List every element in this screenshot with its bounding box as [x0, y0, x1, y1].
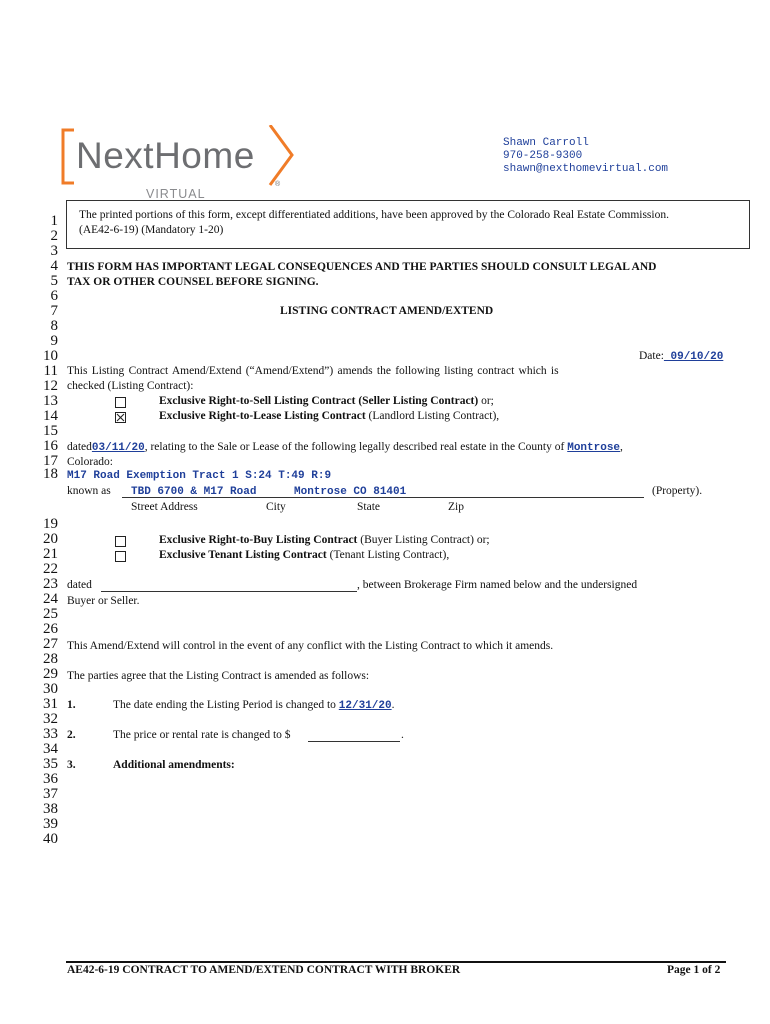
line-number: 21 — [43, 546, 58, 562]
tenant-listing-checkbox[interactable] — [115, 551, 126, 562]
line-number: 34 — [43, 741, 58, 757]
lease-listing-option — [159, 410, 499, 422]
option-title: Exclusive Right-to-Buy Listing Contract — [159, 534, 358, 546]
line-number: 39 — [43, 816, 58, 832]
line-number: 40 — [43, 831, 58, 847]
line-number: 9 — [50, 333, 58, 349]
item-1-text — [113, 699, 394, 712]
line-number: 33 — [43, 726, 58, 742]
option-detail: (Buyer Listing Contract) or; — [357, 534, 490, 546]
dated-2-blank-field[interactable] — [101, 591, 357, 592]
item-2-label: The price or rental rate is changed to $ — [113, 729, 291, 741]
line-number: 6 — [50, 288, 58, 304]
line-number: 14 — [43, 408, 58, 424]
line-number: 11 — [43, 363, 58, 379]
dated-prefix: dated — [67, 441, 92, 453]
checkbox-x-icon — [116, 413, 125, 422]
line-number: 31 — [43, 696, 58, 712]
line-number: 3 — [50, 243, 58, 259]
line-number: 7 — [50, 303, 58, 319]
line-number: 28 — [43, 651, 58, 667]
footer-form-title: AE42-6-19 CONTRACT TO AMEND/EXTEND CONTRACT WITH BROKER — [67, 964, 461, 976]
agreement-intro: The parties agree that the Listing Contract is amended as follows: — [67, 670, 370, 682]
commission-notice-box — [66, 200, 750, 249]
logo-wordmark: NextHome — [76, 135, 255, 176]
notice-line-2: (AE42-6-19) (Mandatory 1-20) — [79, 224, 224, 236]
tenant-listing-option — [159, 549, 449, 561]
option-detail: (Tenant Listing Contract), — [326, 549, 450, 561]
document-title: LISTING CONTRACT AMEND/EXTEND — [280, 305, 494, 317]
control-clause: This Amend/Extend will control in the event of any conflict with the Listing Contract to which it amends. — [67, 640, 554, 652]
item-1-label: The date ending the Listing Period is changed to — [113, 699, 339, 711]
date-row — [639, 350, 723, 363]
line-number: 23 — [43, 576, 58, 592]
city-caption: City — [266, 501, 286, 513]
line-number: 20 — [43, 531, 58, 547]
item-1-number: 1. — [67, 699, 76, 711]
line-number: 2 — [50, 228, 58, 244]
intro-line-2: checked (Listing Contract): — [67, 380, 194, 392]
line-number: 4 — [50, 258, 58, 274]
line-number: 1 — [50, 213, 58, 229]
footer-rule — [66, 961, 726, 963]
option-title: Exclusive Right-to-Sell Listing Contract (Seller Listing Contract) — [159, 395, 479, 407]
option-detail: or; — [478, 395, 494, 407]
dated-2-suffix: , between Brokerage Firm named below and the undersigned — [357, 579, 638, 591]
item-3-label: Additional amendments: — [113, 759, 235, 771]
line-number: 12 — [43, 378, 58, 394]
line-number: 35 — [43, 756, 58, 772]
line-number: 19 — [43, 516, 58, 532]
city-state-zip-field[interactable]: Montrose CO 81401 — [294, 486, 407, 498]
lease-listing-checkbox[interactable] — [115, 412, 126, 423]
option-detail: (Landlord Listing Contract), — [365, 410, 500, 422]
legal-warning-line-1: THIS FORM HAS IMPORTANT LEGAL CONSEQUENCES AND THE PARTIES SHOULD CONSULT LEGAL AND — [67, 261, 657, 273]
option-title: Exclusive Tenant Listing Contract — [159, 549, 327, 561]
dated-2-line-2: Buyer or Seller. — [67, 595, 140, 607]
line-number: 27 — [43, 636, 58, 652]
date-label: Date: — [639, 350, 664, 362]
agent-name: Shawn Carroll — [503, 137, 589, 149]
line-number: 32 — [43, 711, 58, 727]
option-title: Exclusive Right-to-Lease Listing Contract — [159, 410, 366, 422]
line-number: 5 — [50, 273, 58, 289]
nexthome-logo — [60, 125, 300, 203]
agent-email: shawn@nexthomevirtual.com — [503, 163, 669, 175]
item-1-end: . — [391, 699, 395, 711]
line-number: 30 — [43, 681, 58, 697]
buy-listing-option — [159, 534, 490, 546]
dated-middle-text: , relating to the Sale or Lease of the following legally described real estate in the County of — [144, 441, 568, 453]
property-suffix: (Property). — [652, 485, 703, 497]
item-2-number: 2. — [67, 729, 76, 741]
notice-line-1: The printed portions of this form, except differentiated additions, have been approved by the Colorado Real Estate Commission. — [79, 209, 669, 221]
legal-description-field[interactable]: M17 Road Exemption Tract 1 S:24 T:49 R:9 — [67, 470, 332, 482]
line-number: 25 — [43, 606, 58, 622]
agent-phone: 970-258-9300 — [503, 150, 583, 162]
listing-period-end-date[interactable]: 12/31/20 — [338, 700, 392, 712]
item-2-end: . — [401, 729, 404, 741]
line-number: 10 — [43, 348, 58, 364]
line-number: 15 — [43, 423, 58, 439]
date-value[interactable]: 09/10/20 — [663, 351, 724, 363]
listing-contract-date[interactable]: 03/11/20 — [91, 442, 145, 454]
street-address-caption: Street Address — [131, 501, 198, 513]
dated-2-prefix: dated — [67, 579, 92, 591]
line-number: 38 — [43, 801, 58, 817]
dated-paragraph-line — [67, 441, 623, 454]
line-number: 8 — [50, 318, 58, 334]
sell-listing-option — [159, 395, 494, 407]
buy-listing-checkbox[interactable] — [115, 536, 126, 547]
logo-registered-mark: ® — [275, 181, 281, 188]
state-line: Colorado: — [67, 456, 113, 468]
legal-warning-line-2: TAX OR OTHER COUNSEL BEFORE SIGNING. — [67, 276, 319, 288]
logo-tagline: VIRTUAL — [146, 187, 206, 201]
line-number: 29 — [43, 666, 58, 682]
known-as-label: known as — [67, 485, 111, 497]
line-number: 36 — [43, 771, 58, 787]
price-blank-field[interactable] — [308, 741, 400, 742]
line-number: 17 — [43, 453, 58, 469]
line-number: 26 — [43, 621, 58, 637]
item-3-number: 3. — [67, 759, 76, 771]
line-number: 13 — [43, 393, 58, 409]
line-number: 37 — [43, 786, 58, 802]
street-address-field[interactable]: TBD 6700 & M17 Road — [131, 486, 257, 498]
state-caption: State — [357, 501, 380, 513]
footer-page-number: Page 1 of 2 — [667, 964, 721, 976]
line-number: 18 — [43, 466, 58, 482]
sell-listing-checkbox[interactable] — [115, 397, 126, 408]
intro-line-1: This Listing Contract Amend/Extend (“Amend/Extend”) amends the following listing contract which is — [67, 365, 559, 377]
zip-caption: Zip — [448, 501, 464, 513]
line-number: 22 — [43, 561, 58, 577]
dated-suffix: , — [620, 441, 623, 453]
county-field[interactable]: Montrose — [567, 442, 621, 454]
line-number: 24 — [43, 591, 58, 607]
line-number: 16 — [43, 438, 58, 454]
